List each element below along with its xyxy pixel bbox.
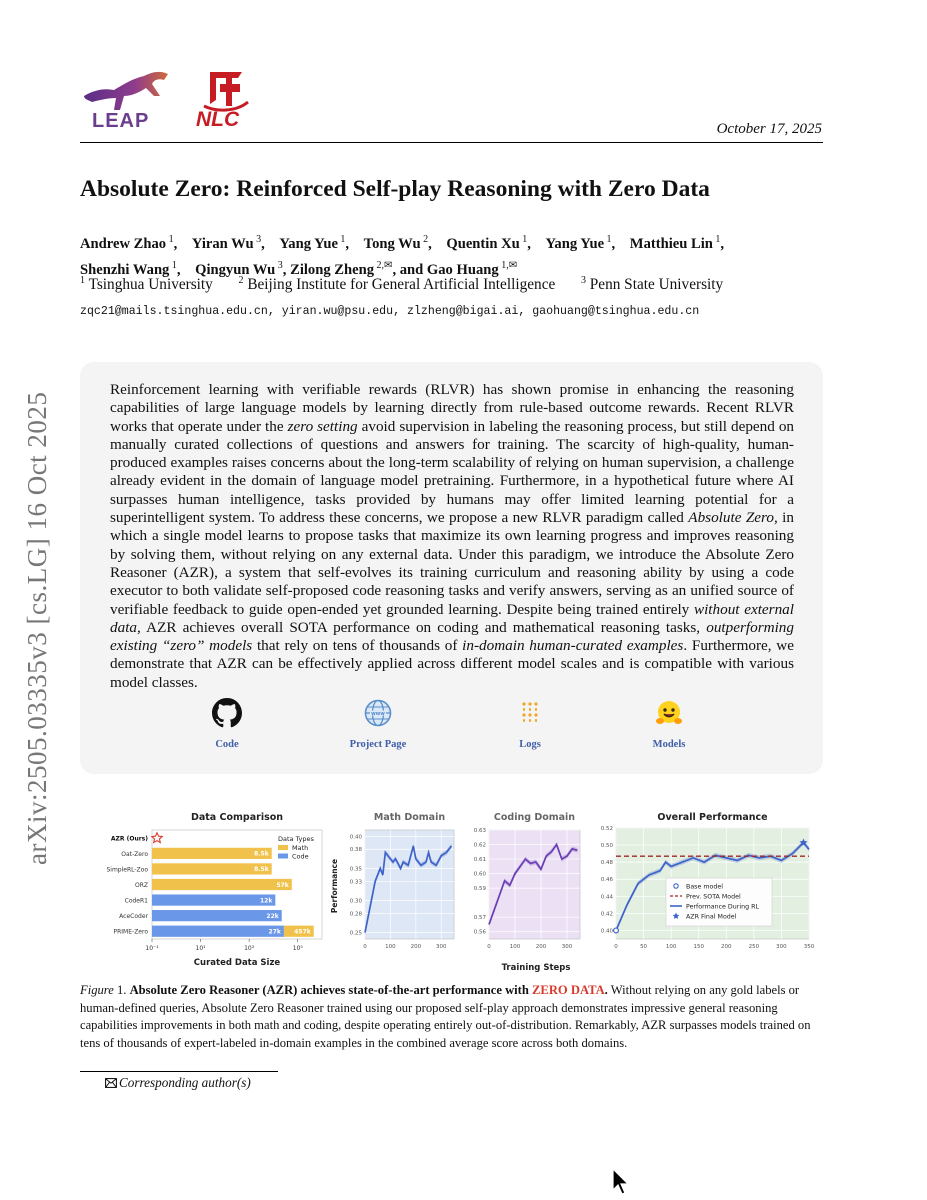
y-tick-label: 0.46 [600,877,613,884]
y-tick-label: 0.44 [600,894,613,901]
bar-category-label: AceCoder [119,913,148,921]
y-tick-label: 0.42 [600,911,613,918]
legend-label: Math [292,844,309,852]
code-link-label: Code [215,739,239,750]
y-tick-label: 0.60 [473,871,486,878]
bar-category-label: CodeR1 [124,897,148,905]
models-link-label: Models [652,739,686,750]
legend-label: AZR Final Model [686,913,737,921]
bar-value-label: 27k [268,928,281,936]
affiliation: $^1$ Tsinghua University [80,275,213,294]
x-tick-label: 0 [487,944,491,950]
y-tick-label: 0.63 [473,828,486,834]
author-emails: zqc21@mails.tsinghua.edu.cn, yiran.wu@psu.edu, zlzheng@bigai.ai, gaohuang@tsinghua.edu.cn [80,305,700,318]
code-link[interactable] [177,698,277,750]
affiliations [80,275,723,294]
x-tick-label: 150 [693,944,704,950]
legend-swatch [278,854,288,859]
mouse-pointer-icon [612,1168,630,1196]
leap-logo-text: LEAP [92,110,150,132]
header-rule [80,142,823,143]
y-axis-label: Performance [330,858,339,914]
project-page-link[interactable] [328,698,428,750]
bar-value-label: 457k [294,928,311,936]
author-name: Andrew Zhao $^1$ [80,234,174,252]
author-name: Matthieu Lin $^1$ [629,234,721,252]
y-tick-label: 0.28 [349,911,362,918]
footnote-text: Corresponding author(s) [119,1075,251,1090]
chart-title: Overall Performance [657,812,768,823]
author-name: Shenzhi Wang $^1$ [80,259,177,278]
base-model-marker [614,928,619,933]
y-tick-label: 0.62 [473,842,486,849]
bar-value-label: 8.5k [254,850,269,858]
y-tick-label: 0.52 [600,826,613,832]
bar-value-label: 12k [260,897,273,905]
y-tick-label: 0.25 [349,930,362,937]
horse-icon [80,66,175,114]
y-tick-label: 0.33 [349,879,362,886]
leap-logo [80,66,175,132]
author-name: Zilong Zheng $^{2,✉}$ [290,259,393,278]
y-tick-label: 0.35 [349,866,362,873]
y-tick-label: 0.59 [473,886,486,893]
bar-category-label: ORZ [134,882,148,889]
bar-value-label: 22k [266,912,279,920]
figure-1-charts [80,806,820,976]
x-tick-label: 300 [561,944,573,950]
legend-title: Data Types [278,835,314,843]
models-link[interactable] [619,698,719,750]
abstract-text: Reinforcement learning with verifiable rewards (RLVR) has shown promise in enhancing the reasoning capabilities of large language models by learning directly from rule-based outcome rewards. Recent RLVR works that operate under the zero setting avoid supervision in labeling the reasoning process, but still depend on manually curated collections of questions and answers for training. The scarcity of high-quality, human-produced examples raises concerns about the long-term scalability of relying on human supervision, a challenge already evident in the domain of language model pretraining. Furthermore, in a hypothetical future where AI surpasses human intelligence, tasks provided by humans may offer limited learning potential for a superintelligent system. To address these concerns, we propose a new RLVR paradigm called Absolute Zero, in which a single model learns to propose tasks that maximize its own learning progress and improves reasoning by solving them, without relying on any external data. Under this paradigm, we introduce the Absolute Zero Reasoner (AZR), a system that self-evolves its training curriculum and reasoning ability by using a code executor to both validate self-proposed code reasoning tasks and verify answers, serving as an unified source of verifiable feedback to guide open-ended yet grounded learning. Despite being trained entirely without external data, AZR achieves overall SOTA performance on coding and mathematical reasoning tasks, outperforming existing “zero” models that rely on tens of thousands of in-domain human-curated examples. Furthermore, we demonstrate that AZR can be effectively applied across different model scales and is compatible with various model classes. [110,381,795,691]
y-tick-label: 0.40 [349,834,362,841]
author-name: Quentin Xu $^1$ [446,234,528,252]
x-tick-label: 10⁻¹ [145,945,159,952]
logs-icon [515,698,545,728]
logs-link[interactable] [480,698,580,750]
x-tick-label: 100 [509,944,521,950]
bar-code [152,894,275,905]
footnote [105,1075,251,1091]
affiliation: $^2$ Beijing Institute for General Artificial Intelligence [238,275,556,294]
nlc-logo-text: NLC [196,108,240,131]
bar-code [152,926,284,937]
y-tick-label: 0.48 [600,860,613,867]
x-tick-label: 200 [535,944,547,950]
legend-marker [674,884,678,888]
bar-math [152,879,292,890]
x-tick-label: 10¹ [195,945,206,952]
y-tick-label: 0.40 [600,928,613,935]
x-tick-label: 100 [385,944,396,950]
svg-text:www: www [371,711,385,717]
y-tick-label: 0.38 [349,847,362,854]
x-tick-label: 200 [410,944,422,950]
author-name: Yang Yue $^1$ [279,234,346,252]
y-tick-label: 0.57 [473,915,486,922]
bar-value-label: 8.5k [254,866,269,874]
project-page-link-label: Project Page [349,739,407,750]
x-tick-label: 300 [436,944,447,950]
y-tick-label: 0.56 [473,929,486,936]
author-name: and Gao Huang $^{1,✉}$ [399,259,518,278]
author-name: Yiran Wu $^3$ [191,234,262,252]
x-tick-label: 200 [721,944,732,950]
x-axis-label: Curated Data Size [193,958,281,968]
author-line-1: Andrew Zhao $^1$, Yiran Wu $^3$, Yang Yue $^1$, Tong Wu $^2$, Quentin Xu $^1$, Yang Yue $^1$, Matthieu Lin $^1$, [80,234,725,252]
legend-swatch [278,845,288,850]
figure-caption: Figure 1. Absolute Zero Reasoner (AZR) achieves state-of-the-art performance with ZERO DATA. Without relying on any gold labels or human-defined queries, Absolute Zero Reasoner trained using our proposed self-play approach demonstrates impressive general reasoning capabilities improvements in both math and coding, despite operating entirely out-of-distribution. Remarkably, AZR surpasses models trained on tens of thousands of expert-labeled in-domain examples in the combined average score across both domains. [80,983,811,1050]
legend-label: Code [292,852,309,861]
bar-category-label: SimpleRL-Zoo [106,866,148,874]
author-line-2: Shenzhi Wang $^1$, Qingyun Wu $^3$, Zilong Zheng $^{2,✉}$, and Gao Huang $^{1,✉}$ [80,259,518,278]
legend-label: Base model [686,883,723,891]
bar-value-label: 57k [276,881,289,889]
affiliation: $^3$ Penn State University [580,275,724,294]
plot-area [365,830,454,939]
nlc-logo [192,66,264,132]
nlc-emblem-icon [202,66,250,112]
x-tick-label: 250 [748,944,760,950]
bar-code [152,910,282,921]
y-tick-label: 0.30 [349,898,362,905]
legend-label: Prev. SOTA Model [686,893,741,901]
huggingface-icon [654,698,684,728]
x-tick-label: 100 [665,944,677,950]
bar-category-label: AZR (Ours) [110,835,148,843]
author-name: Qingyun Wu $^3$ [195,259,283,278]
abstract-panel [80,362,823,774]
chart-title: Coding Domain [493,812,576,823]
footnote-rule [80,1071,278,1072]
paper-title: Absolute Zero: Reinforced Self-play Reasoning with Zero Data [80,176,710,202]
author-list [80,229,724,281]
bar-category-label: PRIME-Zero [113,928,148,936]
chart-title: Data Comparison [190,812,284,823]
bar-category-label: Oat-Zero [121,850,148,858]
x-axis-label: Training Steps [501,963,571,973]
author-name: Yang Yue $^1$ [545,234,612,252]
x-tick-label: 300 [776,944,787,950]
arxiv-sidebar-id: arXiv:2505.03335v3 [cs.LG] 16 Oct 2025 [22,391,52,865]
github-icon [212,698,242,728]
x-tick-label: 0 [614,944,618,950]
chart-title: Math Domain [373,812,446,823]
logs-link-label: Logs [519,739,541,750]
publication-date: October 17, 2025 [716,121,822,137]
y-tick-label: 0.61 [473,857,486,864]
legend-label: Performance During RL [686,903,759,911]
author-name: Tong Wu $^2$ [363,234,429,252]
x-tick-label: 0 [363,944,367,950]
x-tick-label: 50 [640,944,648,950]
globe-icon [363,698,393,728]
x-tick-label: 10⁵ [292,945,303,952]
y-tick-label: 0.50 [600,843,613,850]
x-tick-label: 10³ [244,945,255,952]
envelope-icon [105,1078,117,1088]
x-tick-label: 350 [803,944,815,950]
